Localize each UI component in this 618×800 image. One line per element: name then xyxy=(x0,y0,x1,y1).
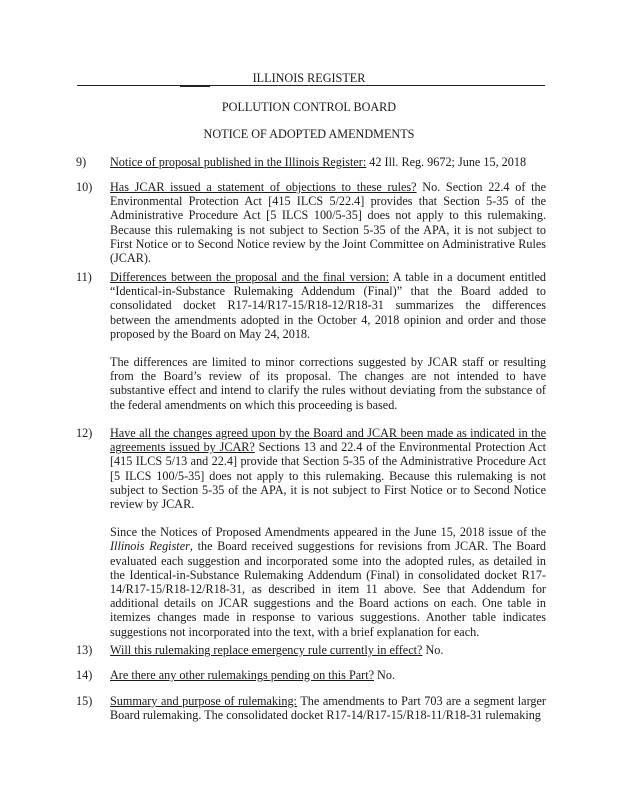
item-answer: No. Section 22.4 of the Environmental Protection Act [415 ILCS 5/22.4] provides that Section 5-35 of the Administrative Procedure Act [5 ILCS 100/5-35] does not apply to this rulemaking. Because this rulemaking is not subject to Section 5-35 of the APA, it is not subject to First Notice or to Second Notice review by the Joint Committee on Administrative Rules (JCAR). xyxy=(110,180,546,266)
item-question: Summary and purpose of rulemaking: xyxy=(110,694,297,708)
header-rule-double xyxy=(180,86,210,87)
item-answer: Sections 13 and 22.4 of the Environmental Protection Act [415 ILCS 5/13 and 22.4] provide that Section 5-35 of the Administrative Procedure Act [5 ILCS 100/5-35] does not apply to this rulemaking. Because this rulemaking is not subject to Section 5-35 of the APA, it is not subject to First Notice or to Second Notice review by JCAR. xyxy=(110,440,546,512)
item-question: Differences between the proposal and the final version: xyxy=(110,270,389,284)
register-italic: Illinois Register xyxy=(110,539,190,554)
item-answer: No. xyxy=(374,668,395,682)
item-question: Has JCAR issued a statement of objections to these rules? xyxy=(110,180,417,194)
item-number: 14) xyxy=(76,668,93,682)
item-14 xyxy=(76,668,546,682)
item-number: 9) xyxy=(76,155,87,169)
item-question: Are there any other rulemakings pending on this Part? xyxy=(110,668,374,682)
item-answer: A table in a document entitled “Identical-in-Substance Rulemaking Addendum (Final)” that the Board added to consolidated docket R17-14/R17-15/R18-12/R18-31 summarizes the differences between the amendments adopted in the October 4, 2018 opinion and order and those proposed by the Board on May 24, 2018. xyxy=(110,270,547,341)
board-title: POLLUTION CONTROL BOARD xyxy=(221,100,397,114)
item-question: Have all the changes agreed upon by the Board and JCAR been made as indicated in the agreements issued by JCAR? xyxy=(110,426,546,455)
item-paragraph-rest: , the Board received suggestions for revisions from JCAR. The Board evaluated each suggestion and incorporated some into the adopted rules, as detailed in the Identical-in-Substance Rulemaking Addendum (Final) in consolidated docket R17-14/R17-15/R18-12/R18-31, as described in item 11 above. See that Addendum for additional details on JCAR suggestions and the Board actions on each. One table in itemizes changes made in response to various suggestions. Another table indicates suggestions not incorporated into the text, with a brief explanation for each. xyxy=(110,539,547,639)
item-answer: No. xyxy=(422,643,444,657)
item-number: 15) xyxy=(76,694,93,708)
item-number: 13) xyxy=(76,643,93,657)
item-paragraph-start: Since the Notices of Proposed Amendments appeared in the June 15, 2018 issue of the xyxy=(110,525,546,540)
register-title: ILLINOIS REGISTER xyxy=(252,71,366,85)
item-9 xyxy=(76,155,546,169)
item-question: Notice of proposal published in the Illinois Register: xyxy=(110,155,367,169)
item-paragraph: The differences are limited to minor corrections suggested by JCAR staff or resulting from the Board’s review of its proposal. The changes are not intended to have substantive effect and intend to clarify the rules without deviating from the substance of the federal amendments on which this proceeding is based. xyxy=(110,355,546,412)
item-13 xyxy=(76,643,546,657)
item-11 xyxy=(76,270,546,412)
item-12 xyxy=(76,426,546,639)
item-15 xyxy=(76,694,546,722)
item-answer: 42 Ill. Reg. 9672; June 15, 2018 xyxy=(366,155,527,169)
item-number: 11) xyxy=(76,270,92,284)
notice-title: NOTICE OF ADOPTED AMENDMENTS xyxy=(203,127,415,141)
item-question: Will this rulemaking replace emergency rule currently in effect? xyxy=(110,643,423,657)
item-10 xyxy=(76,180,546,265)
item-number: 12) xyxy=(76,426,93,440)
item-answer: The amendments to Part 703 are a segment larger Board rulemaking. The consolidated docket R17-14/R17-15/R18-11/R18-31 rulemaking xyxy=(110,694,546,723)
item-number: 10) xyxy=(76,180,93,194)
